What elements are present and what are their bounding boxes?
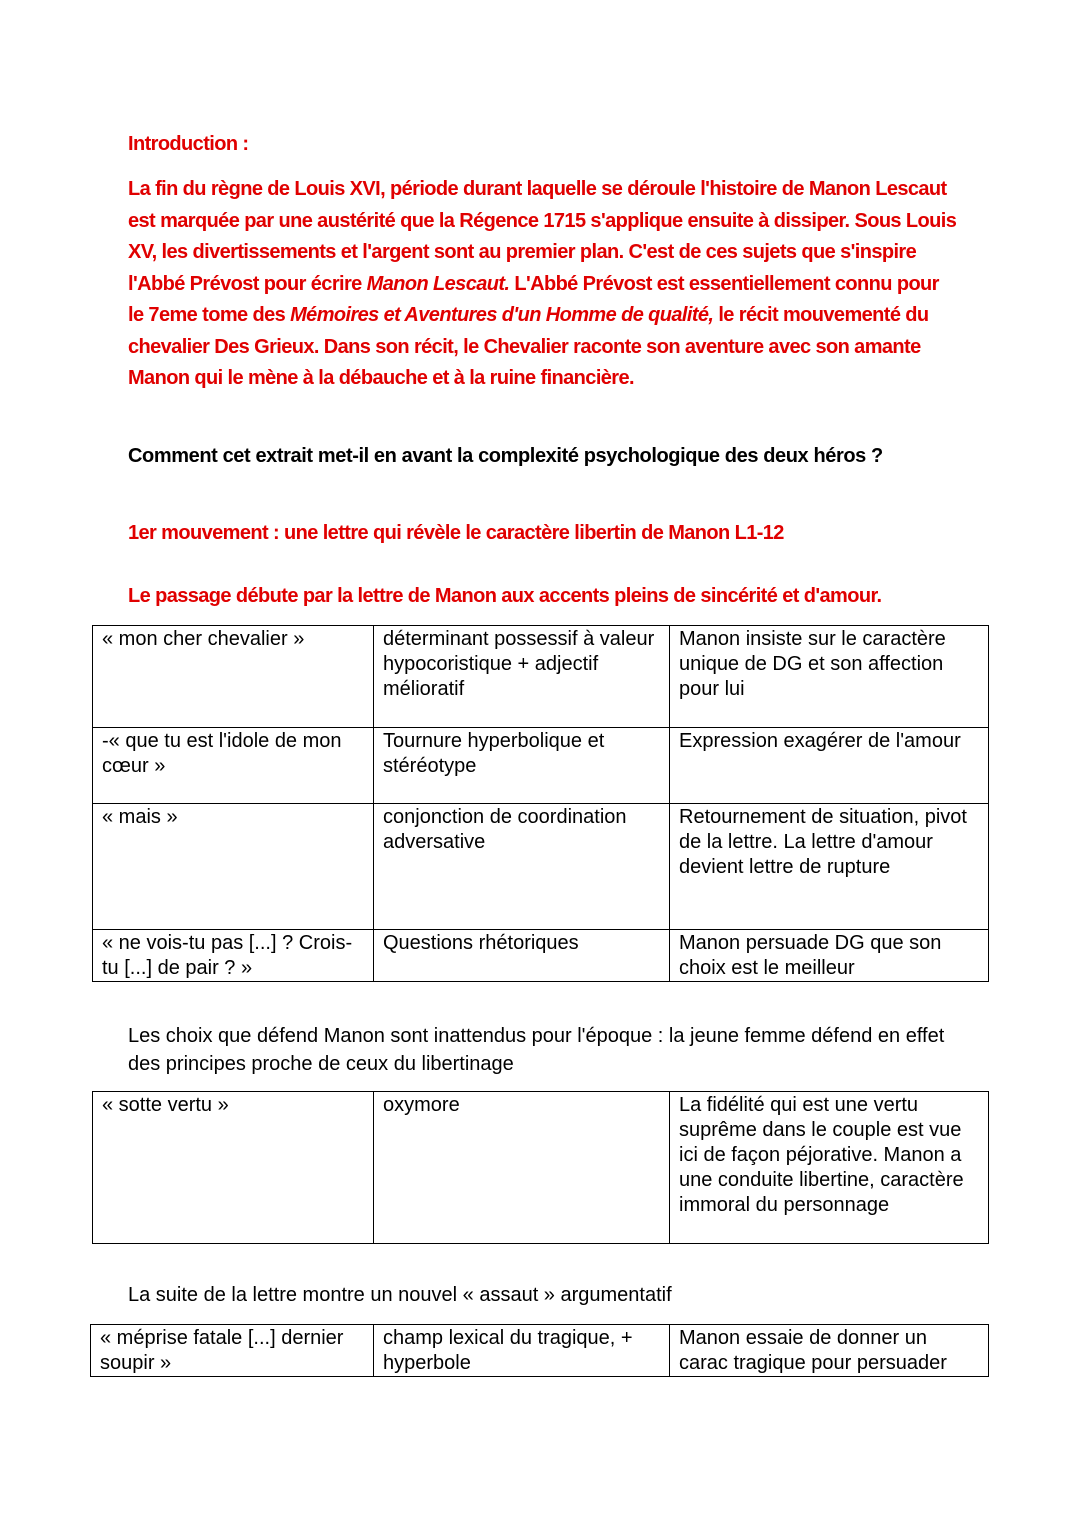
citation-cell: « méprise fatale [...] dernier soupir » [91,1325,374,1377]
table-row [93,626,989,728]
intro-title-memoires: Mémoires et Aventures d'un Homme de qualité, [290,304,714,326]
paragraph-assaut: La suite de la lettre montre un nouvel « assaut » argumentatif [128,1284,672,1306]
table-row [93,930,989,982]
intro-text-3: le récit mouvementé du chevalier Des Grieux. Dans son récit, le Chevalier raconte son aventure avec son amante Manon qui le mène à la débauche et à la ruine financière. [128,304,929,389]
problematique: Comment cet extrait met-il en avant la complexité psychologique des deux héros ? [128,445,883,467]
paragraph-libertinage: Les choix que défend Manon sont inattendus pour l'époque : la jeune femme défend en effet des principes proche de ceux du libertinage [128,1025,945,1075]
citation-cell: « sotte vertu » [93,1092,374,1244]
citation-cell: -« que tu est l'idole de mon cœur » [93,728,374,804]
intro-paragraph [128,174,958,395]
procede-cell: conjonction de coordination adversative [374,804,670,930]
citation-cell: « mon cher chevalier » [93,626,374,728]
table-row [93,1092,989,1244]
analysis-table-2 [92,1091,989,1244]
procede-cell: Tournure hyperbolique et stéréotype [374,728,670,804]
table-row [93,804,989,930]
table-row [91,1325,989,1377]
mouvement-title: 1er mouvement : une lettre qui révèle le caractère libertin de Manon L1-12 [128,522,784,544]
intro-heading: Introduction : [128,133,249,155]
procede-cell: Questions rhétoriques [374,930,670,982]
interpretation-cell: Manon insiste sur le caractère unique de DG et son affection pour lui [670,626,989,728]
intro-text-2: L'Abbé Prévost est essentiellement connu pour le 7eme tome des [128,272,939,326]
citation-cell: « mais » [93,804,374,930]
citation-cell: « ne vois-tu pas [...] ? Crois-tu [...] de pair ? » [93,930,374,982]
interpretation-cell: Expression exagérer de l'amour [670,728,989,804]
analysis-table-3 [90,1324,989,1377]
intro-title-manon: Manon Lescaut. [366,272,510,295]
procede-cell: champ lexical du tragique, + hyperbole [374,1325,670,1377]
analysis-table-1 [92,625,989,982]
mouvement-intro: Le passage débute par la lettre de Manon aux accents pleins de sincérité et d'amour. [128,585,882,607]
interpretation-cell: Manon persuade DG que son choix est le meilleur [670,930,989,982]
intro-text-1: La fin du règne de Louis XVI, période durant laquelle se déroule l'histoire de Manon Lescaut est marquée par une austérité que la Régence 1715 s'applique ensuite à dissiper. Sous Louis XV, les divertissements et l'argent sont au premier plan. C'est de ces sujets que s'inspire l'Abbé Prévost pour écrire [128,178,957,295]
procede-cell: oxymore [374,1092,670,1244]
interpretation-cell: La fidélité qui est une vertu suprême dans le couple est vue ici de façon péjorative. Manon a une conduite libertine, caractère immoral du personnage [670,1092,989,1244]
procede-cell: déterminant possessif à valeur hypocoristique + adjectif mélioratif [374,626,670,728]
interpretation-cell: Manon essaie de donner un carac tragique pour persuader [670,1325,989,1377]
interpretation-cell: Retournement de situation, pivot de la lettre. La lettre d'amour devient lettre de rupture [670,804,989,930]
table-row [93,728,989,804]
